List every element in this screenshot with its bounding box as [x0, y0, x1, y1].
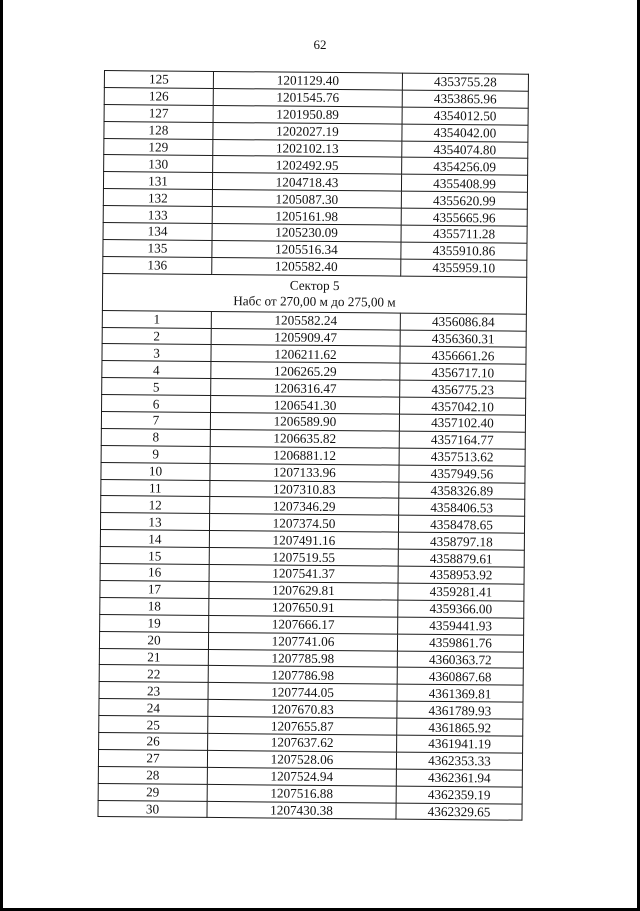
y-coordinate-cell: 4356086.84	[400, 313, 526, 331]
point-number-cell: 134	[103, 223, 212, 241]
x-coordinate-cell: 1205582.40	[212, 257, 401, 276]
point-number-cell: 8	[101, 428, 210, 446]
y-coordinate-cell: 4355910.86	[401, 242, 527, 260]
x-coordinate-cell: 1207785.98	[208, 649, 397, 668]
page-number: 62	[313, 37, 327, 52]
point-number-cell: 127	[104, 104, 213, 122]
point-number-cell: 130	[104, 155, 213, 173]
x-coordinate-cell: 1206635.82	[210, 429, 399, 448]
point-number-cell: 27	[98, 749, 207, 767]
point-number-cell: 6	[102, 395, 211, 413]
y-coordinate-cell: 4359861.76	[397, 634, 523, 652]
point-number-cell: 19	[100, 614, 209, 632]
x-coordinate-cell: 1207346.29	[210, 497, 399, 516]
point-number-cell: 30	[98, 800, 207, 818]
x-coordinate-cell: 1202492.95	[213, 156, 402, 175]
x-coordinate-cell: 1205161.98	[212, 207, 401, 226]
sector-heading-section	[102, 273, 526, 314]
x-coordinate-cell: 1207666.17	[209, 615, 398, 634]
x-coordinate-cell: 1205087.30	[212, 190, 401, 209]
y-coordinate-cell: 4356775.23	[400, 380, 526, 398]
y-coordinate-cell: 4355408.99	[401, 174, 527, 192]
point-number-cell: 1	[102, 310, 211, 328]
y-coordinate-cell: 4357102.40	[399, 414, 525, 432]
point-number-cell: 22	[99, 665, 208, 683]
y-coordinate-cell: 4361865.92	[397, 718, 523, 736]
x-coordinate-cell: 1207655.87	[208, 716, 397, 735]
x-coordinate-cell: 1207491.16	[209, 531, 398, 550]
y-coordinate-cell: 4361789.93	[397, 701, 523, 719]
y-coordinate-cell: 4358326.89	[399, 482, 525, 500]
coordinates-table-section-b	[98, 310, 526, 820]
x-coordinate-cell: 1207629.81	[209, 581, 398, 600]
x-coordinate-cell: 1206265.29	[211, 362, 400, 381]
coordinates-table	[97, 70, 529, 821]
y-coordinate-cell: 4358953.92	[398, 566, 524, 584]
y-coordinate-cell: 4354042.00	[402, 124, 528, 142]
y-coordinate-cell: 4356717.10	[400, 363, 526, 381]
x-coordinate-cell: 1207524.94	[207, 767, 396, 786]
y-coordinate-cell: 4358797.18	[398, 532, 524, 550]
x-coordinate-cell: 1206541.30	[211, 396, 400, 415]
point-number-cell: 132	[103, 189, 212, 207]
y-coordinate-cell: 4354256.09	[402, 158, 528, 176]
x-coordinate-cell: 1207133.96	[210, 463, 399, 482]
point-number-cell: 2	[102, 327, 211, 345]
x-coordinate-cell: 1206589.90	[210, 412, 399, 431]
x-coordinate-cell: 1207637.62	[208, 733, 397, 752]
point-number-cell: 29	[98, 783, 207, 801]
y-coordinate-cell: 4357164.77	[399, 431, 525, 449]
sector-title: Сектор 5	[289, 277, 340, 293]
x-coordinate-cell: 1207516.88	[207, 784, 396, 803]
sector-heading-cell	[102, 273, 526, 314]
x-coordinate-cell: 1207310.83	[210, 480, 399, 499]
y-coordinate-cell: 4359281.41	[398, 583, 524, 601]
x-coordinate-cell: 1202027.19	[213, 122, 402, 141]
point-number-cell: 5	[102, 378, 211, 396]
point-number-cell: 133	[103, 206, 212, 224]
y-coordinate-cell: 4360363.72	[397, 651, 523, 669]
point-number-cell: 14	[100, 530, 209, 548]
x-coordinate-cell: 1207744.05	[208, 683, 397, 702]
y-coordinate-cell: 4357949.56	[399, 465, 525, 483]
x-coordinate-cell: 1205230.09	[212, 223, 401, 242]
point-number-cell: 20	[99, 631, 208, 649]
point-number-cell: 128	[104, 121, 213, 139]
point-number-cell: 21	[99, 648, 208, 666]
coordinates-table-section-a	[103, 71, 529, 277]
point-number-cell: 10	[101, 462, 210, 480]
point-number-cell: 131	[103, 172, 212, 190]
x-coordinate-cell: 1202102.13	[213, 139, 402, 158]
y-coordinate-cell: 4356661.26	[400, 347, 526, 365]
y-coordinate-cell: 4362329.65	[396, 803, 522, 821]
x-coordinate-cell: 1207670.83	[208, 700, 397, 719]
y-coordinate-cell: 4353865.96	[402, 90, 528, 108]
x-coordinate-cell: 1205516.34	[212, 240, 401, 259]
point-number-cell: 26	[99, 732, 208, 750]
y-coordinate-cell: 4354012.50	[402, 107, 528, 125]
y-coordinate-cell: 4360867.68	[397, 667, 523, 685]
x-coordinate-cell: 1206881.12	[210, 446, 399, 465]
x-coordinate-cell: 1207519.55	[209, 548, 398, 567]
x-coordinate-cell: 1207741.06	[208, 632, 397, 651]
y-coordinate-cell: 4354074.80	[402, 141, 528, 159]
sector-heading-row	[102, 273, 526, 314]
point-number-cell: 135	[103, 239, 212, 257]
y-coordinate-cell: 4355665.96	[401, 208, 527, 226]
y-coordinate-cell: 4362361.94	[396, 769, 522, 787]
y-coordinate-cell: 4355959.10	[401, 259, 527, 277]
point-number-cell: 125	[104, 71, 213, 89]
y-coordinate-cell: 4362353.33	[396, 752, 522, 770]
y-coordinate-cell: 4357042.10	[400, 397, 526, 415]
point-number-cell: 7	[101, 412, 210, 430]
sector-subtitle: Набс от 270,00 м до 275,00 м	[233, 292, 396, 310]
point-number-cell: 13	[100, 513, 209, 531]
x-coordinate-cell: 1205909.47	[211, 328, 400, 347]
y-coordinate-cell: 4358406.53	[399, 499, 525, 517]
x-coordinate-cell: 1206316.47	[211, 379, 400, 398]
point-number-cell: 9	[101, 445, 210, 463]
point-number-cell: 18	[100, 597, 209, 615]
x-coordinate-cell: 1207786.98	[208, 666, 397, 685]
y-coordinate-cell: 4355620.99	[401, 191, 527, 209]
x-coordinate-cell: 1206211.62	[211, 345, 400, 364]
point-number-cell: 136	[103, 256, 212, 274]
scan-border-left	[0, 0, 3, 911]
point-number-cell: 17	[100, 580, 209, 598]
point-number-cell: 28	[98, 766, 207, 784]
y-coordinate-cell: 4357513.62	[399, 448, 525, 466]
y-coordinate-cell: 4355711.28	[401, 225, 527, 243]
x-coordinate-cell: 1204718.43	[212, 173, 401, 192]
point-number-cell: 25	[99, 716, 208, 734]
point-number-cell: 11	[101, 479, 210, 497]
point-number-cell: 129	[104, 138, 213, 156]
point-number-cell: 126	[104, 87, 213, 105]
point-number-cell: 24	[99, 699, 208, 717]
x-coordinate-cell: 1201950.89	[213, 105, 402, 124]
x-coordinate-cell: 1201129.40	[213, 71, 402, 90]
point-number-cell: 15	[100, 547, 209, 565]
y-coordinate-cell: 4361369.81	[397, 684, 523, 702]
point-number-cell: 3	[102, 344, 211, 362]
y-coordinate-cell: 4359366.00	[398, 600, 524, 618]
table-row	[98, 800, 522, 821]
point-number-cell: 12	[101, 496, 210, 514]
x-coordinate-cell: 1207528.06	[207, 750, 396, 769]
y-coordinate-cell: 4359441.93	[398, 617, 524, 635]
y-coordinate-cell: 4358879.61	[398, 549, 524, 567]
point-number-cell: 4	[102, 361, 211, 379]
x-coordinate-cell: 1207430.38	[207, 801, 396, 820]
point-number-cell: 16	[100, 564, 209, 582]
y-coordinate-cell: 4356360.31	[400, 330, 526, 348]
y-coordinate-cell: 4353755.28	[402, 73, 528, 91]
y-coordinate-cell: 4361941.19	[397, 735, 523, 753]
x-coordinate-cell: 1201545.76	[213, 88, 402, 107]
x-coordinate-cell: 1207650.91	[209, 598, 398, 617]
point-number-cell: 23	[99, 682, 208, 700]
y-coordinate-cell: 4358478.65	[398, 515, 524, 533]
x-coordinate-cell: 1207541.37	[209, 564, 398, 583]
y-coordinate-cell: 4362359.19	[396, 786, 522, 804]
x-coordinate-cell: 1205582.24	[211, 311, 400, 330]
x-coordinate-cell: 1207374.50	[209, 514, 398, 533]
